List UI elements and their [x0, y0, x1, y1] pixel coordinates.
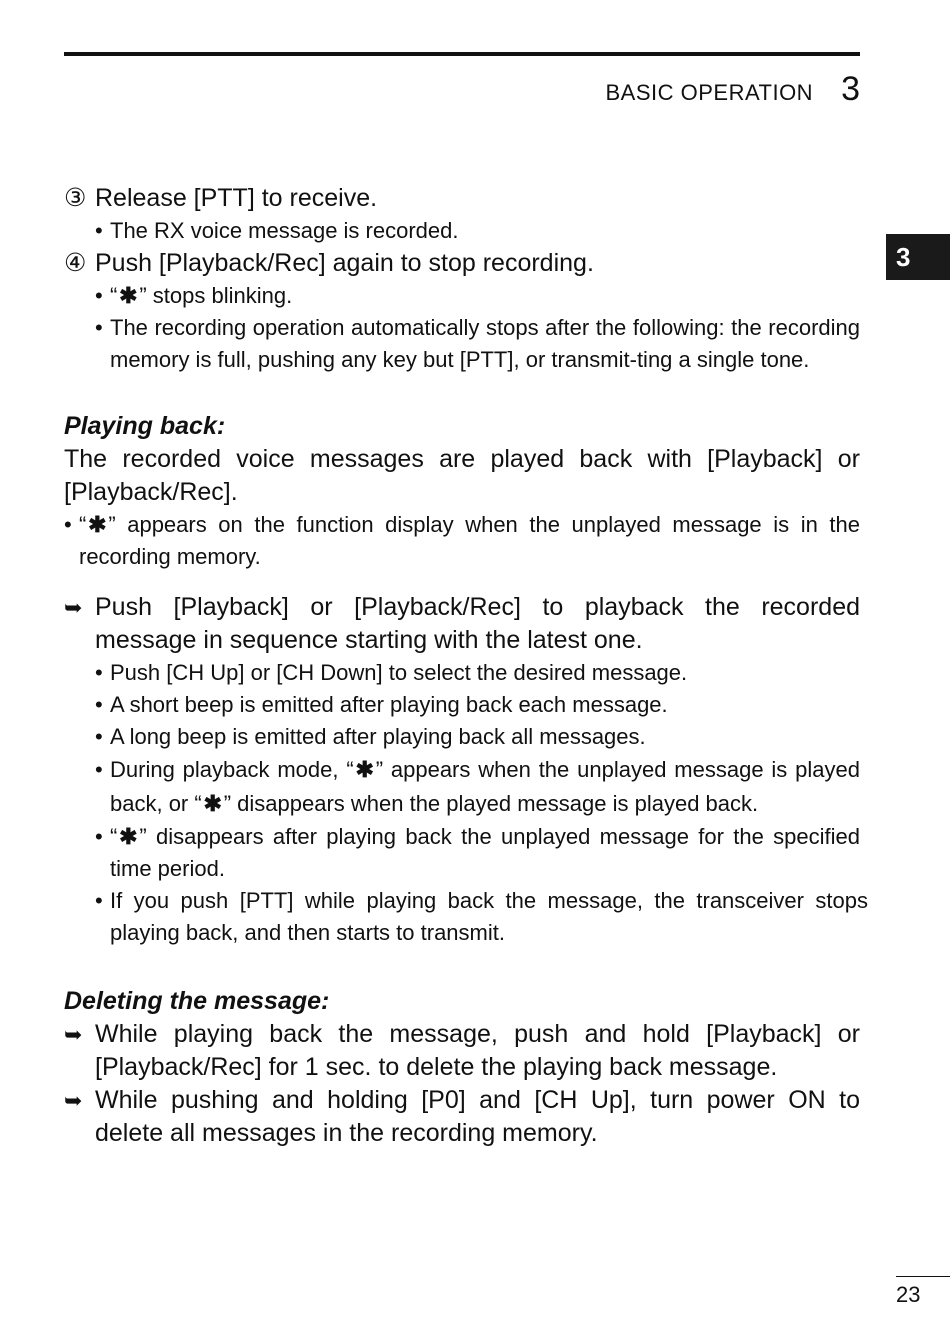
star-icon: ✱ — [88, 512, 107, 537]
bullet-text: ” stops blinking. — [139, 283, 293, 308]
playing-intro: The recorded voice messages are played back with [Playback] or [Playback/Rec]. — [64, 445, 860, 506]
delete-all-instruction — [64, 1084, 860, 1150]
bullet-icon: • — [95, 724, 103, 749]
step-4 — [64, 247, 860, 280]
playback-instruction — [64, 591, 860, 657]
step-text: Push [Playback/Rec] again to stop recording. — [95, 249, 594, 277]
list-item — [64, 885, 868, 949]
open-quote: “ — [110, 824, 118, 849]
playing-back-heading: Playing back: — [64, 412, 226, 440]
bullet-text: ” appears on the function display when the unplayed message is in the recording memory. — [79, 512, 860, 569]
instruction-text: Push [Playback] or [Playback/Rec] to playback the recorded message in sequence starting with the latest one. — [95, 593, 860, 654]
bullet-text: ” disappears after playing back the unplayed message for the specified time period. — [110, 824, 860, 881]
bullet-icon: • — [95, 824, 103, 849]
star-icon: ✱ — [119, 283, 138, 308]
star-icon: ✱ — [119, 824, 138, 849]
delete-instruction — [64, 1018, 860, 1084]
chapter-number: 3 — [841, 70, 860, 108]
step-number: ④ — [64, 249, 87, 277]
bullet-text: The RX voice message is recorded. — [110, 218, 459, 243]
step-3 — [64, 182, 860, 215]
page-content — [64, 182, 868, 1150]
top-rule — [64, 52, 860, 56]
open-quote: “ — [79, 512, 87, 537]
bullet-icon: • — [95, 660, 103, 685]
list-item — [64, 312, 860, 376]
chapter-tab: 3 — [886, 234, 950, 280]
page-header — [606, 70, 861, 109]
open-quote: “ — [110, 283, 118, 308]
bullet-text: During playback mode, “ — [110, 757, 354, 782]
list-item — [64, 753, 860, 821]
instruction-text: While pushing and holding [P0] and [CH Up], turn power ON to delete all messages in the recording memory. — [95, 1086, 860, 1147]
arrow-icon: ➥ — [64, 595, 83, 620]
step-text: Release [PTT] to receive. — [95, 184, 378, 212]
bullet-icon: • — [95, 888, 103, 913]
list-item — [64, 821, 860, 885]
list-item — [64, 280, 860, 312]
list-item — [64, 509, 860, 573]
deleting-heading: Deleting the message: — [64, 987, 330, 1015]
list-item — [64, 721, 860, 753]
bullet-icon: • — [95, 315, 103, 340]
step-number: ③ — [64, 184, 87, 212]
arrow-icon: ➥ — [64, 1088, 83, 1113]
section-title: BASIC OPERATION — [605, 80, 814, 105]
bullet-text: Push [CH Up] or [CH Down] to select the desired message. — [110, 660, 688, 685]
bullet-text: A long beep is emitted after playing back all messages. — [110, 724, 646, 749]
bullet-icon: • — [95, 218, 103, 243]
bottom-rule — [896, 1276, 950, 1277]
list-item — [64, 215, 860, 247]
bullet-icon: • — [95, 283, 103, 308]
bullet-text: A short beep is emitted after playing back each message. — [110, 692, 668, 717]
page-number: 23 — [896, 1282, 921, 1307]
bullet-icon: • — [95, 757, 103, 782]
instruction-text: While playing back the message, push and hold [Playback] or [Playback/Rec] for 1 sec. to delete the playing back message. — [95, 1020, 860, 1081]
list-item — [64, 689, 860, 721]
bullet-text: If you push [PTT] while playing back the message, the transceiver stops playing back, and then starts to transmit. — [110, 888, 868, 945]
bullet-icon: • — [64, 512, 72, 537]
list-item — [64, 657, 860, 689]
bullet-text: ” disappears when the played message is played back. — [223, 791, 759, 816]
star-icon: ✱ — [355, 757, 374, 782]
arrow-icon: ➥ — [64, 1022, 83, 1047]
bullet-icon: • — [95, 692, 103, 717]
bullet-text: ” appears when the unplayed message is played back, or “ — [110, 757, 860, 816]
bullet-text: The recording operation automatically stops after the following: the recording memory is full, pushing any key but [PTT], or transmit-ting a single tone. — [110, 315, 860, 372]
star-icon: ✱ — [203, 791, 222, 816]
